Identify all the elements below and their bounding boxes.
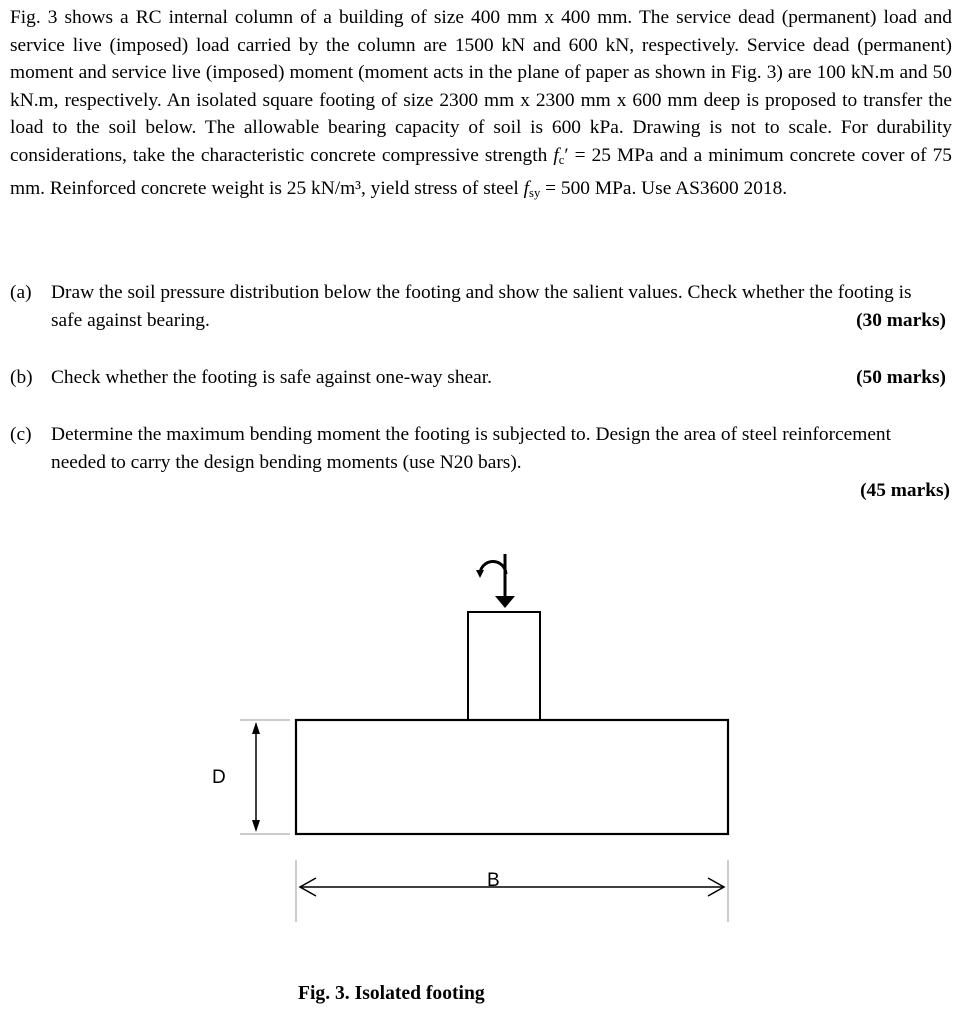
question-a-text: Draw the soil pressure distribution below the footing and show the salient values. Check whether the footing is safe against bearing.: [51, 282, 912, 331]
fsy-suffix: = 500 MPa. Use AS3600 2018.: [545, 177, 788, 199]
column: [468, 612, 540, 720]
question-b-label: (b): [10, 367, 33, 388]
problem-intro: Fig. 3 shows a RC internal column of a building of size 400 mm x 400 mm. The service dead (permanent) load and service live (imposed) load carried by the column are 1500 kN and 600 kN, respectively. Service dead (permanent) moment and service live (imposed) moment (moment acts in the plane of paper as shown in Fig. 3) are 100 kN.m and 50 kN.m, respectively. An isolated square footing of size 2300 mm x 2300 mm x 600 mm deep is proposed to transfer the load to the soil below. The allowable bearing capacity of soil is 600 kPa. Drawing is not to scale. For durability considerations, take the characteristic concrete compressive strength: [10, 7, 952, 166]
question-c-text: Determine the maximum bending moment the footing is subjected to. Design the area of steel reinforcement needed to carry the design bending moments (use N20 bars).: [51, 424, 892, 473]
moment-load-symbol: [476, 554, 515, 608]
question-c-label: (c): [10, 424, 32, 445]
question-b-marks: (50 marks): [856, 367, 946, 388]
question-a-marks: (30 marks): [856, 310, 946, 331]
depth-label: D: [212, 767, 226, 788]
depth-dimension: [240, 720, 290, 834]
fc-subscript: c: [558, 153, 565, 168]
fc-symbol: f: [553, 144, 559, 166]
width-dimension: [296, 860, 728, 922]
footing-figure: [0, 540, 963, 980]
width-label: B: [487, 870, 500, 891]
fc-suffix: ′ = 25 MPa and a minimum concrete cover of 75 mm. Reinforced concrete weight is 25 kN/m³, yield stress of steel: [10, 144, 952, 199]
fsy-subscript: sy: [529, 185, 541, 200]
figure-caption: Fig. 3. Isolated footing: [298, 983, 485, 1004]
question-a-label: (a): [10, 282, 32, 303]
question-c-marks: (45 marks): [860, 480, 950, 501]
fsy-symbol: f: [523, 177, 530, 199]
footing: [296, 720, 728, 834]
question-b-text: Check whether the footing is safe against one-way shear.: [51, 367, 492, 388]
problem-statement: [10, 4, 952, 207]
